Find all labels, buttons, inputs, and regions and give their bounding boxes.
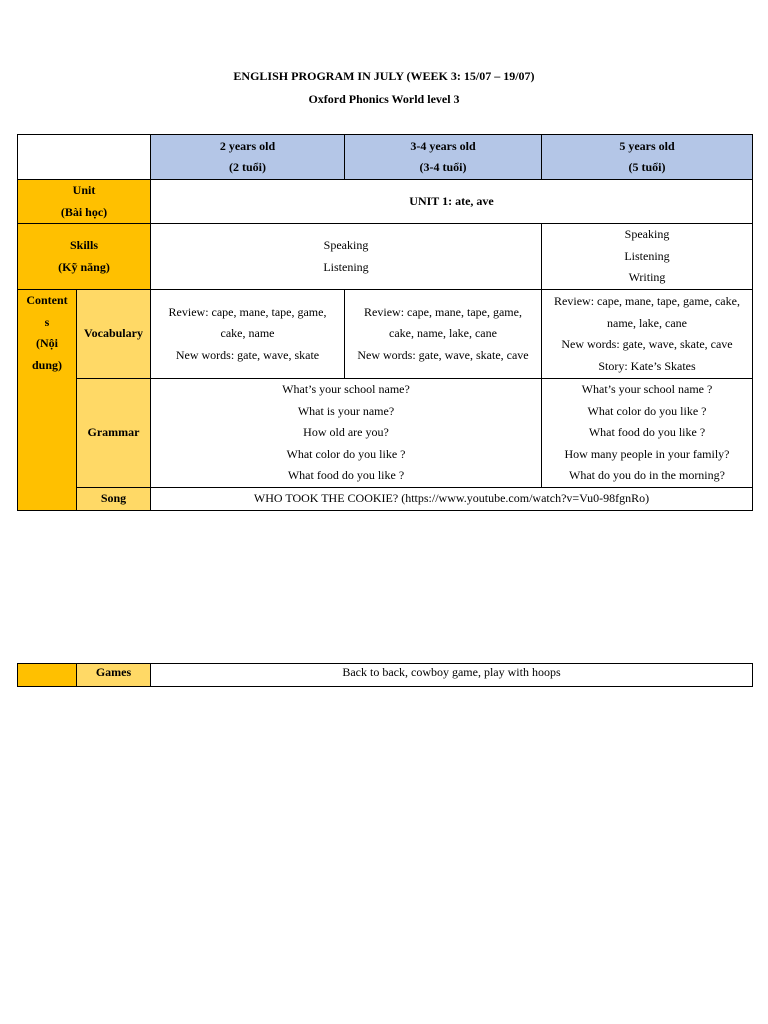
vocabulary-2-years: [151, 290, 345, 379]
grammar-younger-line-1: What’s your school name?: [282, 382, 410, 397]
header-2-years-line-1: 2 years old: [219, 138, 276, 153]
games-table: [17, 663, 753, 687]
song-label: Song: [77, 488, 151, 511]
grammar-younger-line-4: What color do you like ?: [286, 446, 406, 461]
skills-older-line-2: Listening: [624, 248, 670, 263]
grammar-older-line-4: How many people in your family?: [564, 446, 730, 461]
header-2-years: [151, 135, 345, 180]
skills-older: [542, 224, 753, 290]
skills-younger: [151, 224, 542, 290]
header-3-4-years: [345, 135, 542, 180]
song-row: [18, 488, 753, 511]
vocabulary-5-years-line-2: name, lake, cane: [607, 315, 687, 330]
vocabulary-3-4-years-line-1: Review: cape, mane, tape, game,: [364, 304, 522, 319]
header-2-years-line-2: (2 tuổi): [229, 160, 266, 174]
song-value: WHO TOOK THE COOKIE? (https://www.youtube.com/watch?v=Vu0-98fgnRo): [151, 488, 753, 511]
corner-cell: [18, 135, 151, 180]
vocabulary-5-years-line-3: New words: gate, wave, skate, cave: [561, 337, 733, 351]
games-label: Games: [77, 664, 151, 687]
skills-label-line-2: (Kỹ năng): [58, 259, 110, 274]
header-row: [18, 135, 753, 180]
document-subtitle: Oxford Phonics World level 3: [308, 92, 460, 106]
header-3-4-years-line-1: 3-4 years old: [410, 138, 476, 153]
contents-label-line-2: s: [44, 314, 50, 329]
games-value: Back to back, cowboy game, play with hoops: [151, 664, 753, 687]
vocabulary-2-years-line-3: New words: gate, wave, skate: [175, 347, 320, 362]
header-5-years: [542, 135, 753, 180]
header-3-4-years-line-2: (3-4 tuổi): [419, 160, 467, 174]
unit-row: [18, 180, 753, 224]
header-5-years-line-2: (5 tuổi): [628, 160, 666, 174]
header-5-years-line-1: 5 years old: [619, 138, 675, 153]
vocabulary-3-4-years: [345, 290, 542, 379]
grammar-older-line-5: What do you do in the morning?: [569, 468, 725, 483]
unit-label: [18, 180, 151, 224]
vocabulary-5-years-line-1: Review: cape, mane, tape, game, cake,: [554, 294, 740, 308]
vocabulary-row: [18, 290, 753, 379]
vocabulary-3-4-years-line-2: cake, name, lake, cane: [389, 326, 497, 341]
contents-label-line-3: (Nội: [36, 336, 58, 350]
vocabulary-2-years-line-2: cake, name: [220, 326, 275, 341]
unit-value: UNIT 1: ate, ave: [151, 180, 753, 224]
vocabulary-label: Vocabulary: [77, 290, 151, 379]
grammar-younger-line-5: What food do you like ?: [287, 468, 405, 483]
grammar-older-line-1: What’s your school name ?: [581, 382, 713, 397]
skills-label-line-1: Skills: [69, 238, 99, 252]
document-title: ENGLISH PROGRAM IN JULY (WEEK 3: 15/07 – 19/07): [233, 69, 535, 83]
games-row: [18, 664, 753, 687]
grammar-row: [18, 379, 753, 488]
skills-label: [18, 224, 151, 290]
skills-older-line-3: Writing: [628, 270, 666, 285]
grammar-older-line-2: What color do you like ?: [587, 403, 707, 418]
grammar-older-line-3: What food do you like ?: [588, 425, 706, 440]
unit-label-line-2: (Bài học): [60, 204, 108, 219]
unit-label-line-1: Unit: [72, 183, 96, 197]
contents-label-line-4: dung): [31, 357, 63, 372]
grammar-label: Grammar: [77, 379, 151, 488]
contents-label: [18, 290, 77, 511]
contents-label-line-1: Content: [26, 293, 68, 307]
skills-older-line-1: Speaking: [624, 227, 670, 242]
program-table: [17, 134, 753, 511]
skills-younger-line-2: Listening: [323, 259, 369, 274]
grammar-older: [542, 379, 753, 488]
vocabulary-3-4-years-line-3: New words: gate, wave, skate, cave: [357, 347, 529, 362]
grammar-younger-line-2: What is your name?: [297, 403, 395, 418]
grammar-younger: [151, 379, 542, 488]
skills-row: [18, 224, 753, 290]
vocabulary-5-years: [542, 290, 753, 379]
vocabulary-5-years-line-4: Story: Kate’s Skates: [598, 358, 696, 373]
vocabulary-2-years-line-1: Review: cape, mane, tape, game,: [168, 304, 327, 319]
skills-younger-line-1: Speaking: [323, 238, 369, 252]
grammar-younger-line-3: How old are you?: [303, 425, 389, 440]
games-marker-cell: [18, 664, 77, 687]
